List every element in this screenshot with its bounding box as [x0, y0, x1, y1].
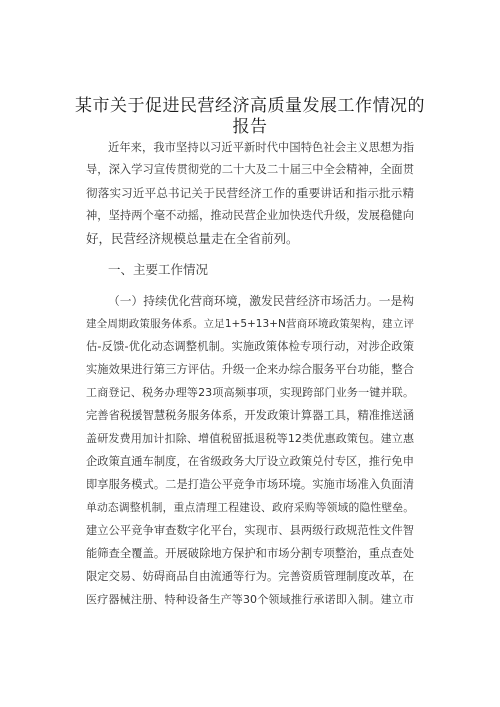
- intro-paragraph-line: 近年来，我市坚持以习近平新时代中国特色社会主义思想为指: [108, 141, 414, 154]
- intro-paragraph-line: 好，民营经济规模总量走在全省前列。: [86, 231, 299, 246]
- body-paragraph-line: 能筛查全覆盖。开展破除地方保护和市场分割专项整治，重点查处: [86, 547, 414, 560]
- body-paragraph-line: 估-反馈-优化动态调整机制。实施政策体检专项行动，对涉企政策: [86, 340, 414, 353]
- intro-paragraph-line: 导，深入学习宣传贯彻党的二十大及二十届三中全会精神，全面贯: [86, 163, 414, 176]
- intro-paragraph-line: 神，坚持两个毫不动摇，推动民营企业加快迭代升级，发展稳健向: [86, 209, 414, 222]
- body-paragraph-line: （一）持续优化营商环境，激发民营经济市场活力。一是构: [108, 294, 414, 308]
- body-paragraph-line: 单动态调整机制，重点清理工程建设、政府采购等领域的隐性壁垒。: [86, 501, 414, 514]
- body-paragraph-line: 即享服务模式。二是打造公平竞争市场环境。实施市场准入负面清: [86, 478, 414, 491]
- body-paragraph-line: 盖研发费用加计扣除、增值税留抵退税等12类优惠政策包。建立惠: [86, 432, 414, 445]
- body-paragraph-line: 完善省税援智慧税务服务体系，开发政策计算器工具，精准推送涵: [86, 409, 414, 422]
- body-paragraph-line: 实施效果进行第三方评估。升级一企来办综合服务平台功能，整合: [86, 363, 414, 376]
- document-title-line-2: 报告: [232, 117, 268, 137]
- body-paragraph-line: 建立公平竞争审查数字化平台，实现市、县两级行政规范性文件智: [86, 524, 414, 537]
- body-paragraph-line: 工商登记、税务办理等23项高频事项，实现跨部门业务一键并联。: [86, 386, 414, 399]
- section-heading: 一、主要工作情况: [108, 262, 209, 277]
- body-paragraph-line: 医疗器械注册、特种设备生产等30个领域推行承诺即入制。建立市: [86, 593, 414, 606]
- body-paragraph-line: 企政策直通车制度，在省级政务大厅设立政策兑付专区，推行免申: [86, 455, 414, 468]
- body-paragraph-line: 限定交易、妨碍商品自由流通等行为。完善资质管理制度改革，在: [86, 570, 414, 583]
- document-title-line-1: 某市关于促进民营经济高质量发展工作情况的: [75, 96, 425, 116]
- intro-paragraph-line: 彻落实习近平总书记关于民营经济工作的重要讲话和指示批示精: [86, 186, 414, 200]
- body-paragraph-line: 建全周期政策服务体系。立足1+5+13+N营商环境政策架构，建立评: [86, 318, 414, 330]
